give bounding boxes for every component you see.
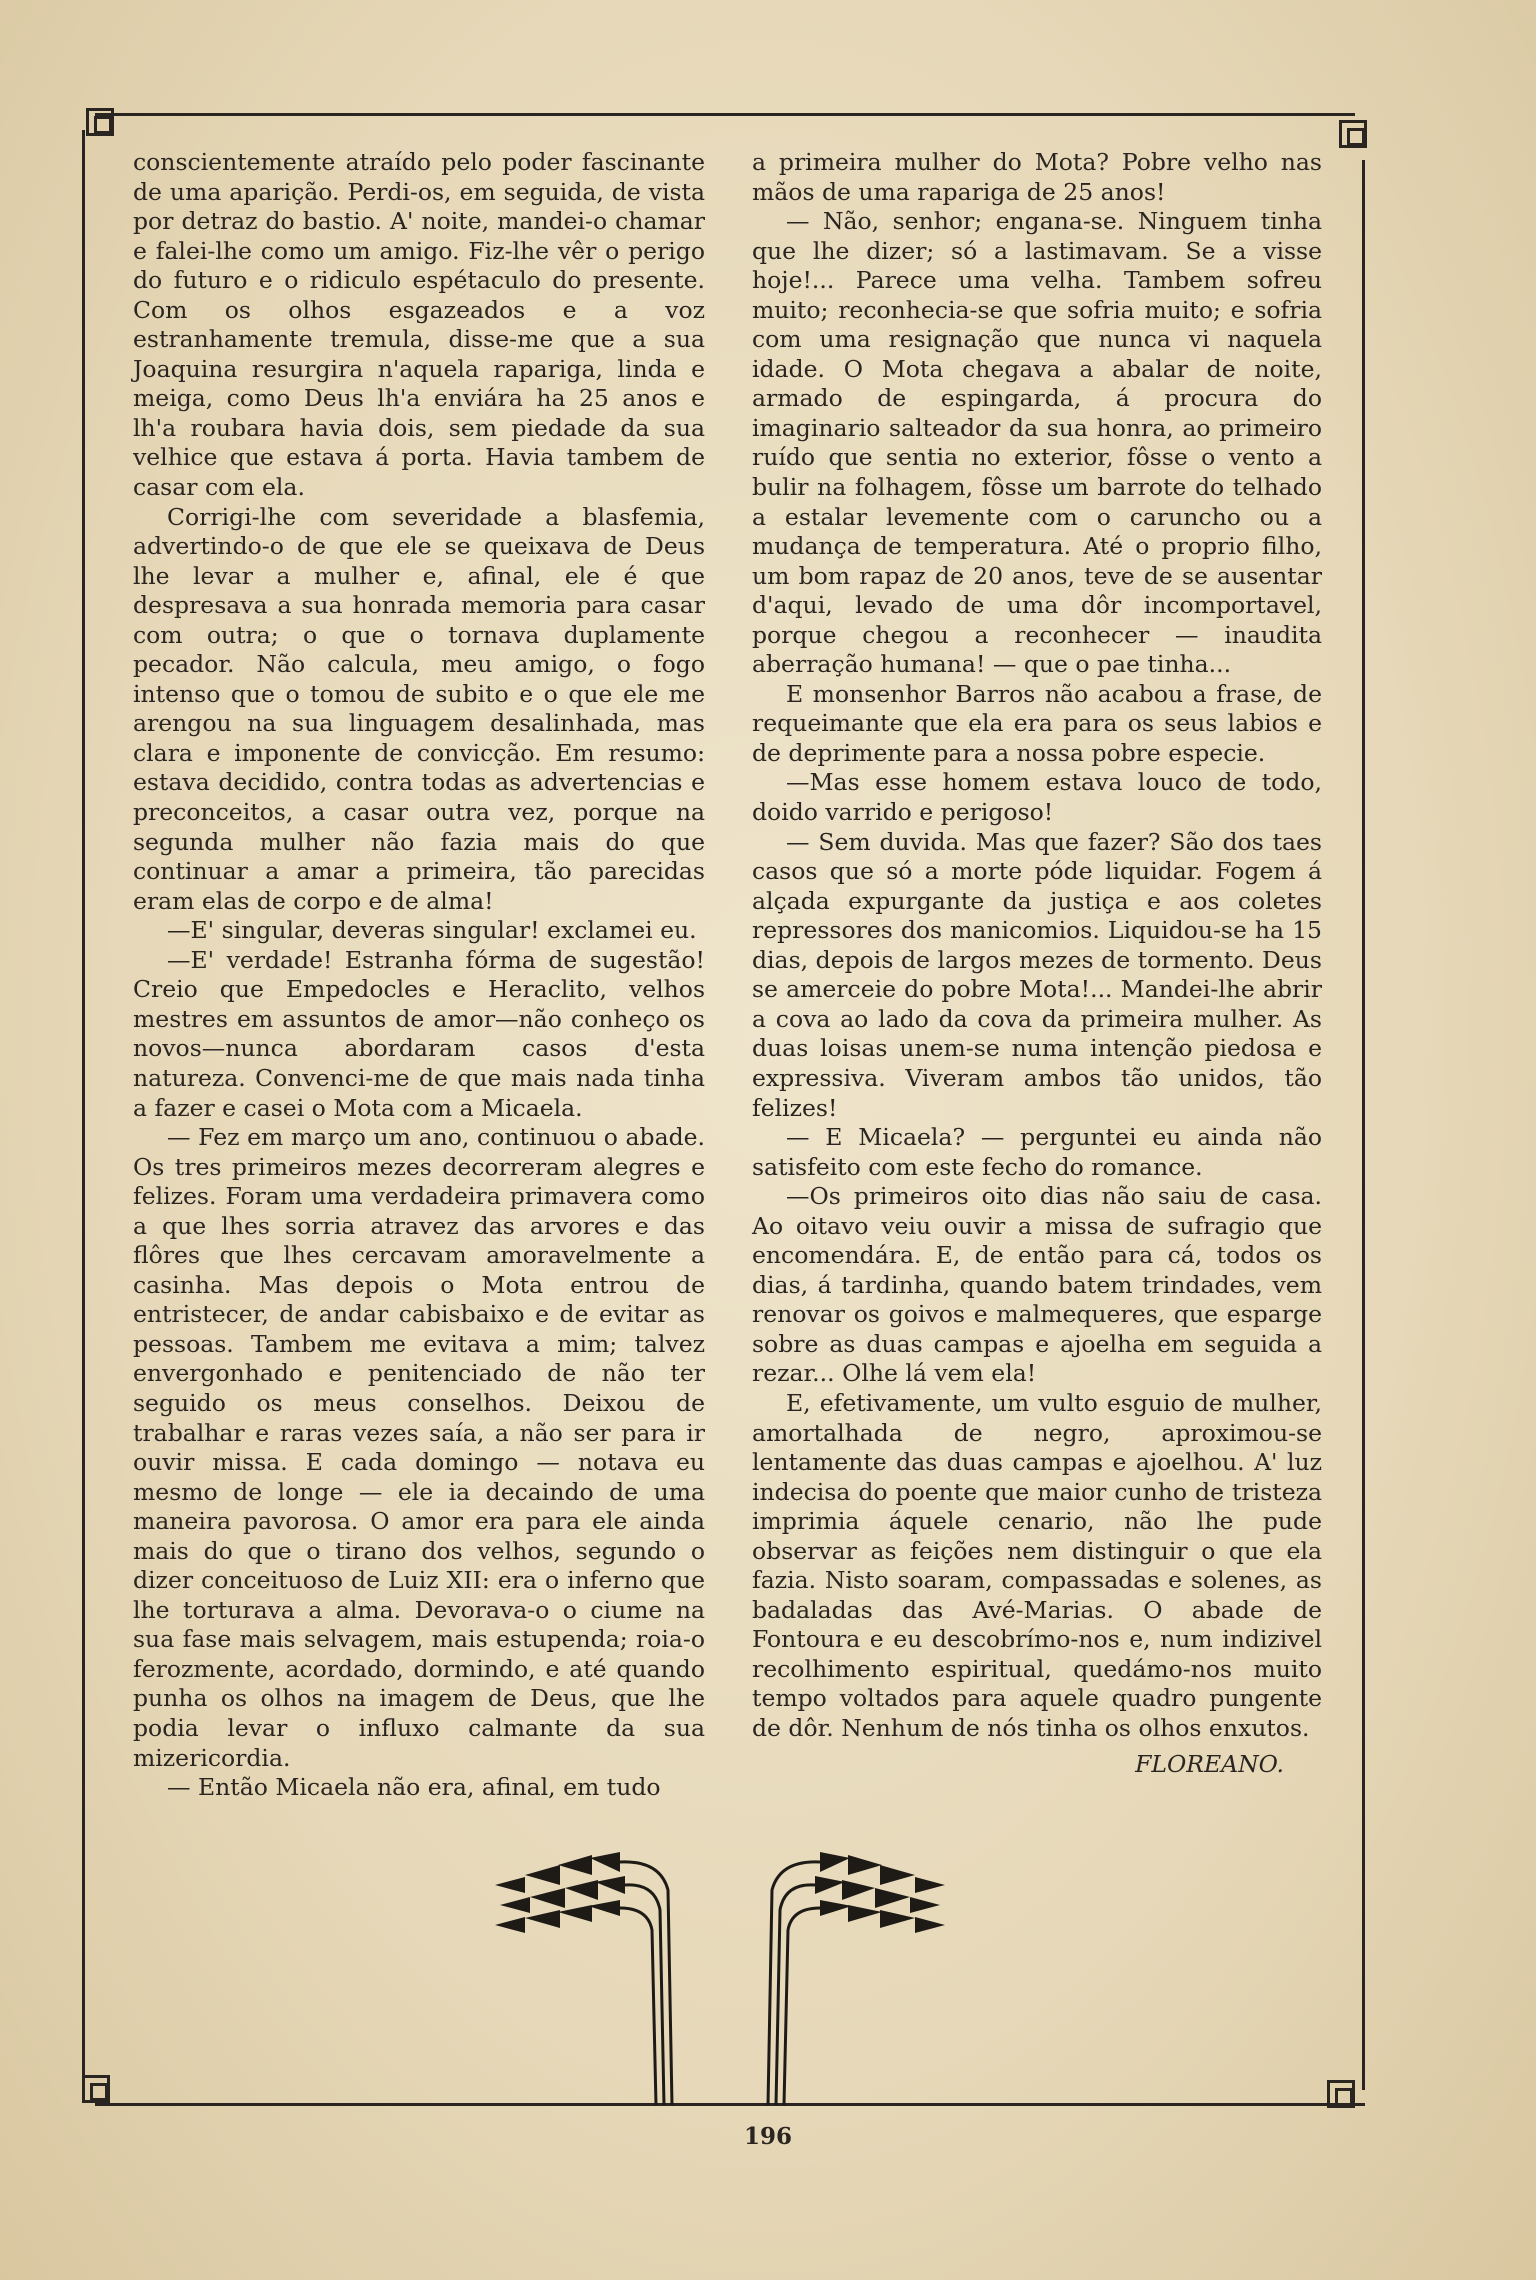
corner-ornament-icon <box>86 108 114 136</box>
paragraph: a primeira mulher do Mota? Pobre velho nas mãos de uma rapariga de 25 anos! <box>752 148 1322 206</box>
frame-top-rule <box>95 113 1355 116</box>
corner-ornament-icon <box>1327 2080 1355 2108</box>
paragraph: E monsenhor Barros não acabou a frase, de requeimante que ela era para os seus labios e de deprimente para a nossa pobre especie. <box>752 679 1322 767</box>
paragraph: —E' verdade! Estranha fórma de sugestão! Creio que Empedocles e Heraclito, velhos mestres em assuntos de amor—não conheço os novos—nunca abordaram casos d'esta natureza. Convenci-me de que mais nada tinha a fazer e casei o Mota com a Micaela. <box>133 945 705 1122</box>
floral-ornament-icon <box>480 1850 960 2105</box>
paragraph: — Sem duvida. Mas que fazer? São dos taes casos que só a morte póde liquidar. Fogem á alçada expurgante da justiça e aos coletes repressores dos manicomios. Liquidou-se ha 15 dias, depois de largos mezes de tormento. Deus se amerceie do pobre Mota!... Mandei-lhe abrir a cova ao lado da cova da primeira mulher. As duas loisas unem-se numa intenção piedosa e expressiva. Viveram ambos tão unidos, tão felizes! <box>752 827 1322 1122</box>
paragraph: —E' singular, deveras singular! exclamei eu. <box>167 916 697 945</box>
paragraph: — E Micaela? — perguntei eu ainda não satisfeito com este fecho do romance. <box>752 1123 1322 1181</box>
corner-ornament-icon <box>82 2075 110 2103</box>
paragraph: — Então Micaela não era, afinal, em tudo <box>167 1773 661 1802</box>
paragraph: conscientemente atraído pelo poder fascinante de uma aparição. Perdi-os, em seguida, de vista por detraz do bastio. A' noite, mandei-o chamar e falei-lhe como um amigo. Fiz-lhe vêr o perigo do futuro e o ridiculo espétaculo do presente. Com os olhos esgazeados e a voz estranhamente tremula, disse-me que a sua Joaquina resurgira n'aquela rapariga, linda e meiga, como Deus lh'a enviára ha 25 anos e lh'a roubara havia dois, sem piedade da sua velhice que estava á porta. Havia tambem de casar com ela. <box>133 148 705 502</box>
paragraph: — Fez em março um ano, continuou o abade. Os tres primeiros mezes decorreram alegres e felizes. Foram uma verdadeira primavera como a que lhes sorria atravez das arvores e das flôres que lhes cercavam amoravelmente a casinha. Mas depois o Mota entrou de entristecer, de andar cabisbaixo e de evitar as pessoas. Tambem me evitava a mim; talvez envergonhado e penitenciado de não ter seguido os meus conselhos. Deixou de trabalhar e raras vezes saía, a não ser para ir ouvir missa. E cada domingo — notava eu mesmo de longe — ele ia decaindo de uma maneira pavorosa. O amor era para ele ainda mais do que o tirano dos velhos, segundo o dizer conceituoso de Luiz XII: era o inferno que lhe torturava a alma. Devorava-o o ciume na sua fase mais selvagem, mais estupenda; roia-o ferozmente, acordado, dormindo, e até quando punha os olhos na imagem de Deus, que lhe podia levar o influxo calmante da sua mizericordia. <box>133 1123 705 1772</box>
paragraph: —Os primeiros oito dias não saiu de casa. Ao oitavo veiu ouvir a missa de sufragio que encomendára. E, de então para cá, todos os dias, á tardinha, quando batem trindades, vem renovar os goivos e malmequeres, que esparge sobre as duas campas e ajoelha em seguida a rezar... Olhe lá vem ela! <box>752 1182 1322 1388</box>
corner-ornament-icon <box>1339 120 1367 148</box>
paragraph: Corrigi-lhe com severidade a blasfemia, advertindo-o de que ele se queixava de Deus lhe levar a mulher e, afinal, ele é que despresava a sua honrada memoria para casar com outra; o que o tornava duplamente pecador. Não calcula, meu amigo, o fogo intenso que o tomou de subito e o que ele me arengou na sua linguagem desalinhada, mas clara e imponente de convicção. Em resumo: estava decidido, contra todas as advertencias e preconceitos, a casar outra vez, porque na segunda mulher não fazia mais do que continuar a amar a primeira, tão parecidas eram elas de corpo e de alma! <box>133 502 705 915</box>
paragraph: E, efetivamente, um vulto esguio de mulher, amortalhada de negro, aproximou-se lentamente das duas campas e ajoelhou. A' luz indecisa do poente que maior cunho de tristeza imprimia áquele cenario, não lhe pude observar as feições nem distinguir o que ela fazia. Nisto soaram, compassadas e solenes, as badaladas das Avé-Marias. O abade de Fontoura e eu descobrímo-nos e, num indizivel recolhimento espiritual, quedámo-nos muito tempo voltados para aquele quadro pungente de dôr. Nenhum de nós tinha os olhos enxutos. <box>752 1388 1322 1742</box>
frame-right-rule <box>1362 160 1365 2090</box>
paragraph: —Mas esse homem estava louco de todo, doido varrido e perigoso! <box>752 768 1322 827</box>
frame-left-rule <box>82 130 85 2085</box>
page-number: 196 <box>743 2123 792 2150</box>
author-signature: FLOREANO. <box>1135 1749 1284 1778</box>
left-text-column <box>133 148 705 1803</box>
right-text-column <box>752 148 1322 1779</box>
paragraph: — Não, senhor; engana-se. Ninguem tinha que lhe dizer; só a lastimavam. Se a visse hoje!... Parece uma velha. Tambem sofreu muito; reconhecia-se que sofria muito; e sofria com uma resignação que nunca vi naquela idade. O Mota chegava a abalar de noite, armado de espingarda, á procura do imaginario salteador da sua honra, ao primeiro ruído que sentia no exterior, fôsse o vento a bulir na folhagem, fôsse um barrote do telhado a estalar levemente com o caruncho ou a mudança de temperatura. Até o proprio filho, um bom rapaz de 20 anos, teve de se ausentar d'aqui, levado de uma dôr incomportavel, porque chegou a reconhecer — inaudita aberração humana! — que o pae tinha... <box>752 207 1322 679</box>
